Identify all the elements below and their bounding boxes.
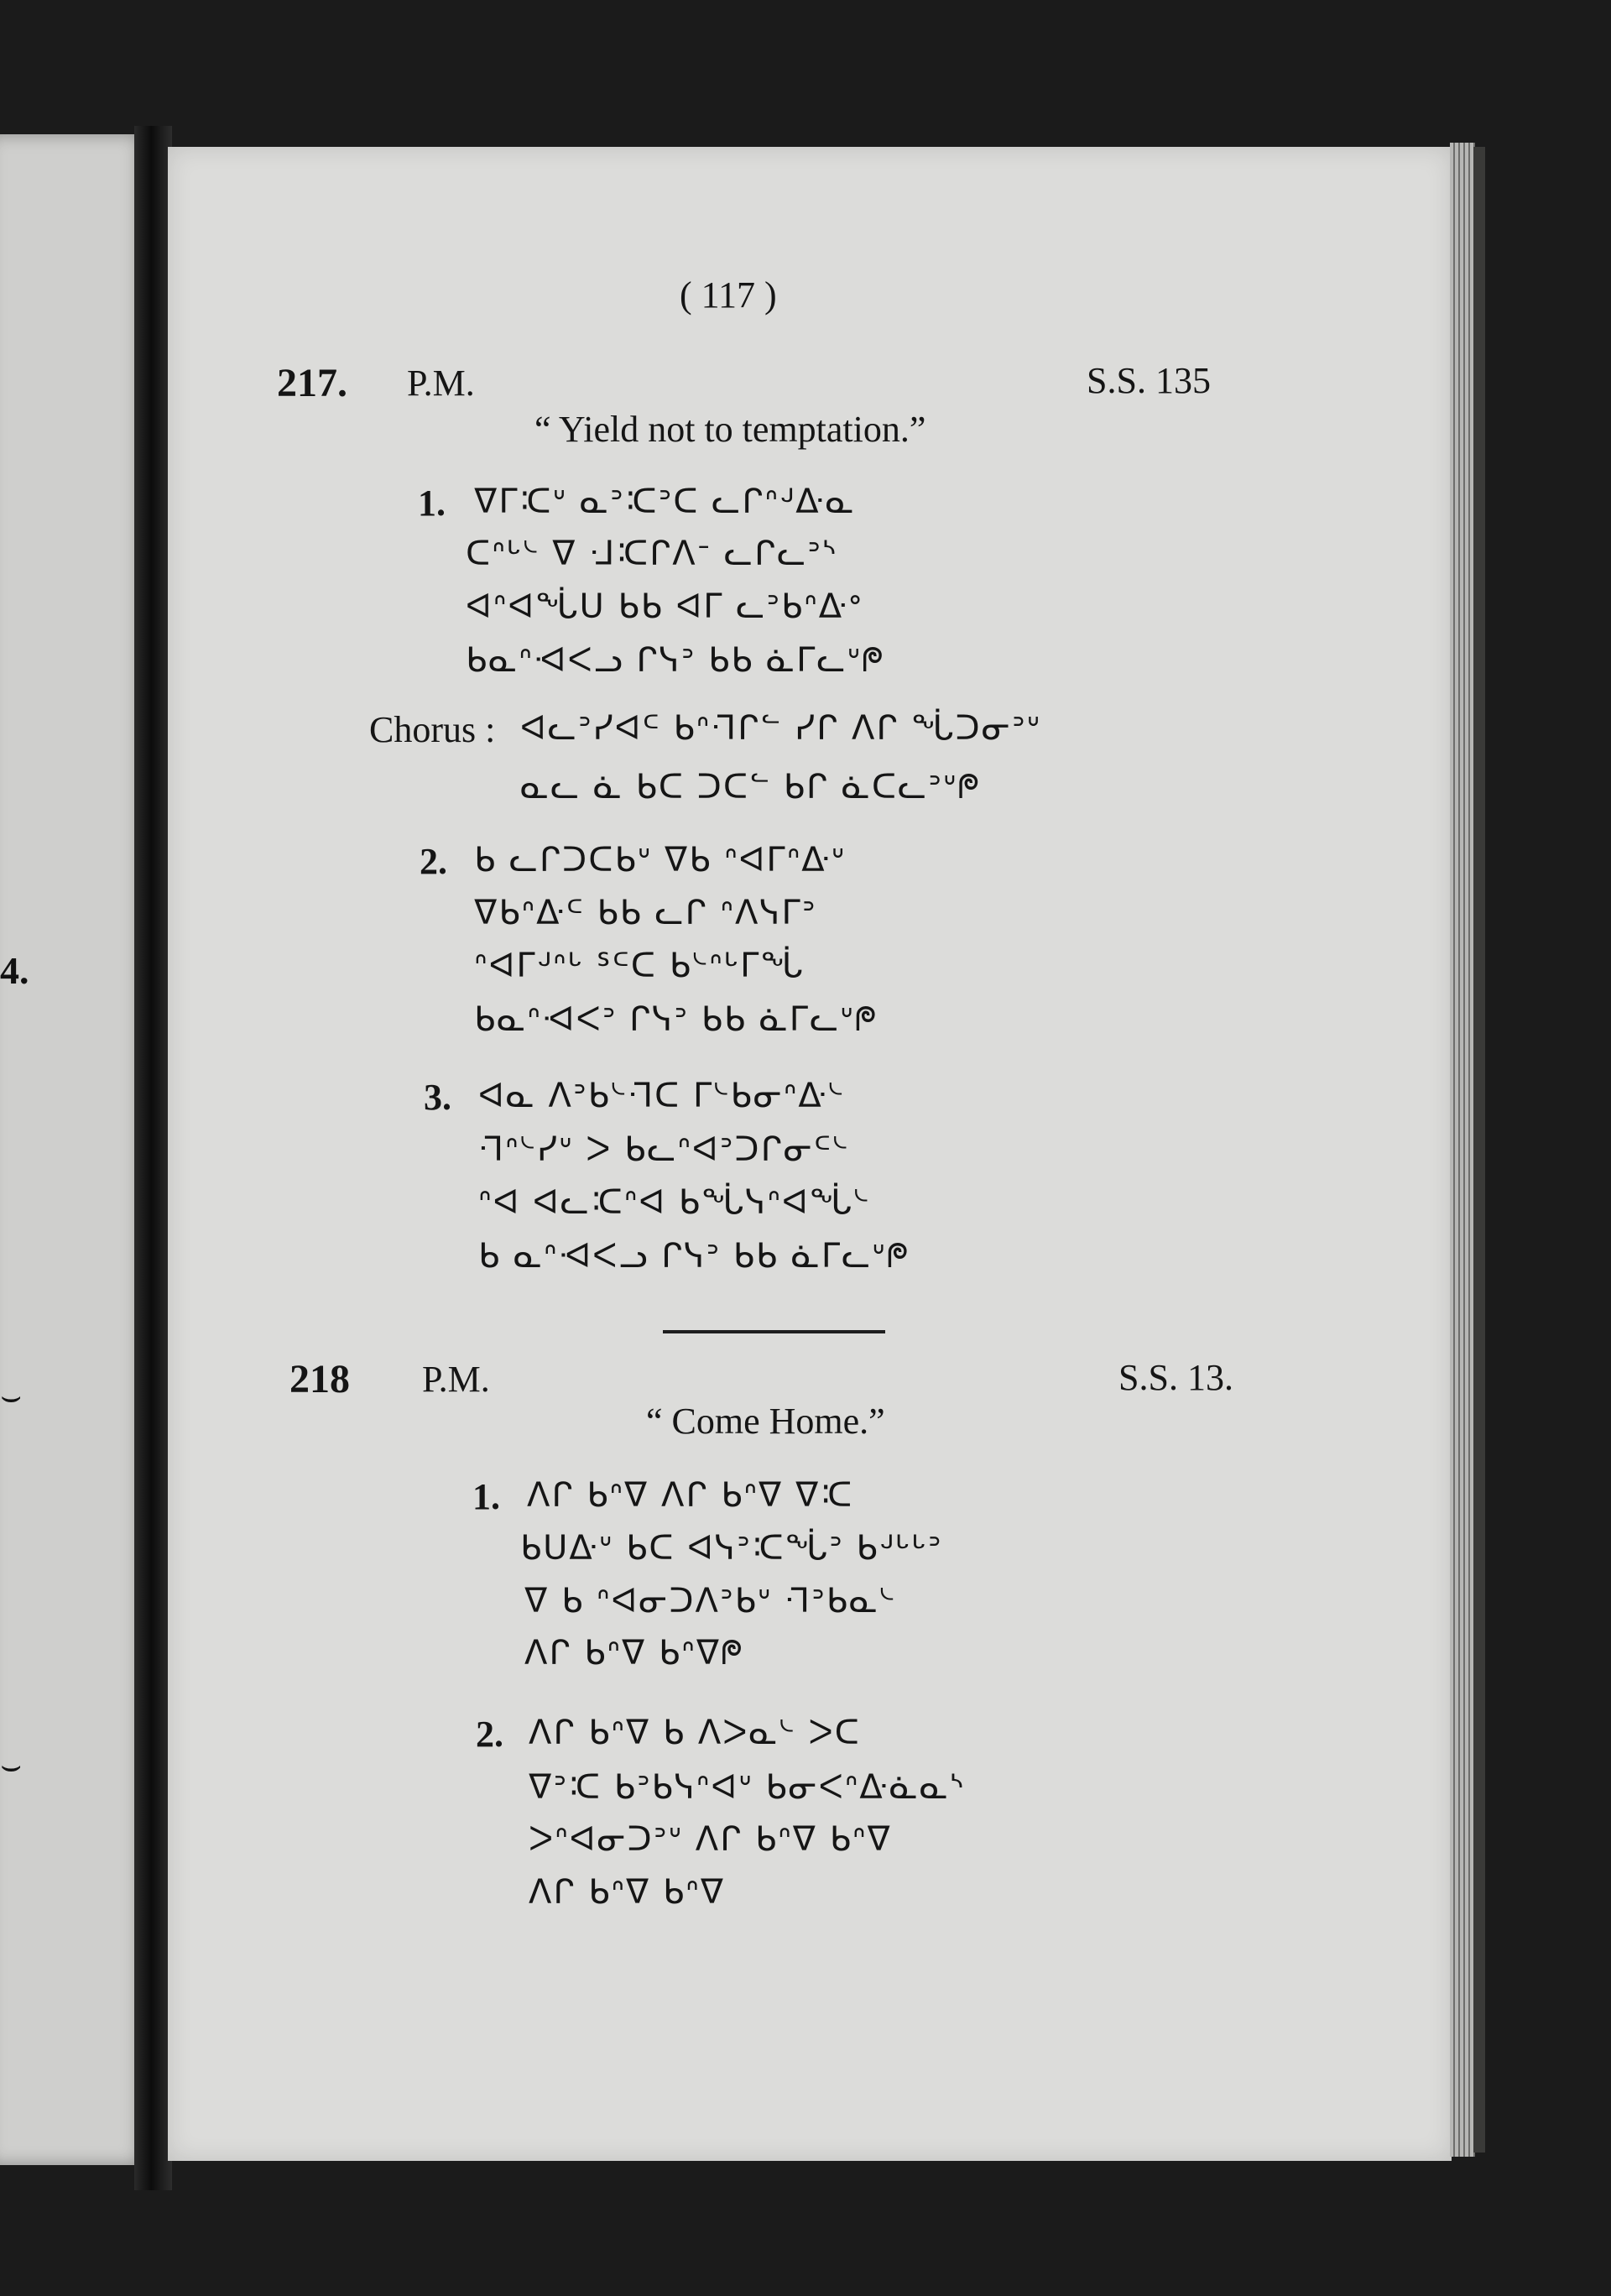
hymn-number: 218 <box>289 1357 350 1401</box>
verse-line: ᐁᒥᑥᐡ ᓇᐣᑥᐣᑕ ᓚᒋᐢᒢᐏᓇ <box>474 483 856 521</box>
verse-line: ᐱᒋ ᑲᐢᐁ ᑲ ᐱᐳᓇᔈ ᐳᑕ <box>529 1714 861 1752</box>
verse-line: ᐳᐢᐊᓂᑐᐣᐡ ᐱᒋ ᑲᐢᐁ ᑲᐢᐁ <box>529 1820 892 1859</box>
verse-line: ᐁ ᑲ ᐢᐊᓂᑐᐱᐣᑲᐡ ᒬᐣᑲᓇᔈ <box>524 1582 897 1620</box>
hymn-meter: P.M. <box>407 363 475 404</box>
hymn-meter: P.M. <box>422 1359 490 1400</box>
hymn-number: 217. <box>277 361 347 405</box>
verse-line: ᒬᐢᔈᓯᐡ ᐳ ᑲᓚᐢᐊᐣᑐᒋᓂᒼᔈ <box>478 1130 850 1169</box>
verse-line: ᐱᒋ ᑲᐢᐁ ᐱᒋ ᑲᐢᐁ ᐁᑥ <box>527 1476 854 1515</box>
verse-line: ᐁᐣᑥ ᑲᐣᑲᓭᐢᐊᐡ ᑲᓂᐸᐢᐏᓈᓇᔅ <box>529 1768 966 1807</box>
chorus-line: ᐊᓚᐣᓯᐊᒼ ᑲᐢᒬᒋᓪ ᓯᒋ ᐱᒋ ᖔᑐᓂᐣᐡ <box>520 709 1042 748</box>
left-page <box>0 134 151 2165</box>
book-gutter <box>134 126 172 2190</box>
hymn-title: “ Yield not to temptation.” <box>534 409 926 450</box>
verse-line: ᐊᓇ ᐱᐣᑲᔈᒬᑕ ᒥᔈᑲᓂᐢᐏᔈ <box>478 1077 846 1115</box>
verse-line: ᐊᐢᐊᖔᑌ ᑲᑲ ᐊᒥ ᓚᐣᑲᐢᐏᐤ <box>466 587 863 626</box>
verse-line: ᐢᐊ ᐊᓚᑥᐢᐊ ᑲᖔᓭᐢᐊᖔᔈ <box>478 1183 871 1222</box>
section-divider <box>663 1330 885 1333</box>
verse-number: 2. <box>420 841 447 882</box>
chorus-line: ᓇᓚ ᓈ ᑲᑕ ᑐᑕᓪ ᑲᒋ ᓈᑕᓚᐣᐡᖘ <box>520 768 982 806</box>
verse-line: ᐁᑲᐢᐏᒼ ᑲᑲ ᓚᒋ ᐢᐱᓭᒥᐣ <box>474 894 817 932</box>
chorus-label: Chorus : <box>369 709 496 750</box>
page-edge <box>1450 143 1475 2157</box>
verse-line: ᑲ ᓇᐢᐗᐸᓗ ᒋᓭᐣ ᑲᑲ ᓈᒥᓚᐡᖘ <box>478 1237 910 1276</box>
left-page-fragment: 4. <box>0 949 29 992</box>
verse-number: 1. <box>418 483 446 524</box>
verse-line: ᑲ ᓚᒋᑐᑕᑲᐡ ᐁᑲ ᐢᐊᒥᐢᐏᐡ <box>474 841 847 879</box>
left-page-fragment: ⌣ <box>0 1746 23 1784</box>
left-page-fragment: ⌣ <box>0 1377 23 1415</box>
verse-line: ᑲᓇᐢᐗᐸᐣ ᒋᓭᐣ ᑲᑲ ᓈᒥᓚᐡᖘ <box>474 1000 878 1039</box>
verse-line: ᑲᑌᐏᐡ ᑲᑕ ᐊᓭᐣᑥᖔᐣ ᑲᒢᒡᒡᐣ <box>520 1529 943 1568</box>
hymn-reference: S.S. 13. <box>1118 1357 1233 1398</box>
page-edge-shadow <box>1473 147 1485 2152</box>
verse-line: ᑕᐢᒡᔈ ᐁ ᒲᑥᒋᐱᐨ ᓚᒋᓚᐣᔅ <box>466 535 838 573</box>
hymn-reference: S.S. 135 <box>1087 360 1211 401</box>
verse-line: ᑲᓇᐢᐗᐸᓗ ᒋᓭᐣ ᑲᑲ ᓈᒥᓚᐡᖘ <box>466 641 885 680</box>
hymn-title: “ Come Home.” <box>646 1401 885 1442</box>
verse-line: ᐢᐊᒥᒢᐢᒡ ᔆᒼᑕ ᑲᔈᐢᒡᒥᖔ <box>474 947 805 985</box>
verse-line: ᐱᒋ ᑲᐢᐁ ᑲᐢᐁ <box>529 1873 726 1912</box>
verse-number: 2. <box>476 1714 503 1755</box>
verse-number: 3. <box>424 1077 451 1118</box>
verse-number: 1. <box>472 1476 500 1517</box>
verse-line: ᐱᒋ ᑲᐢᐁ ᑲᐢᐁᖘ <box>524 1634 744 1672</box>
page-number: ( 117 ) <box>680 274 777 316</box>
